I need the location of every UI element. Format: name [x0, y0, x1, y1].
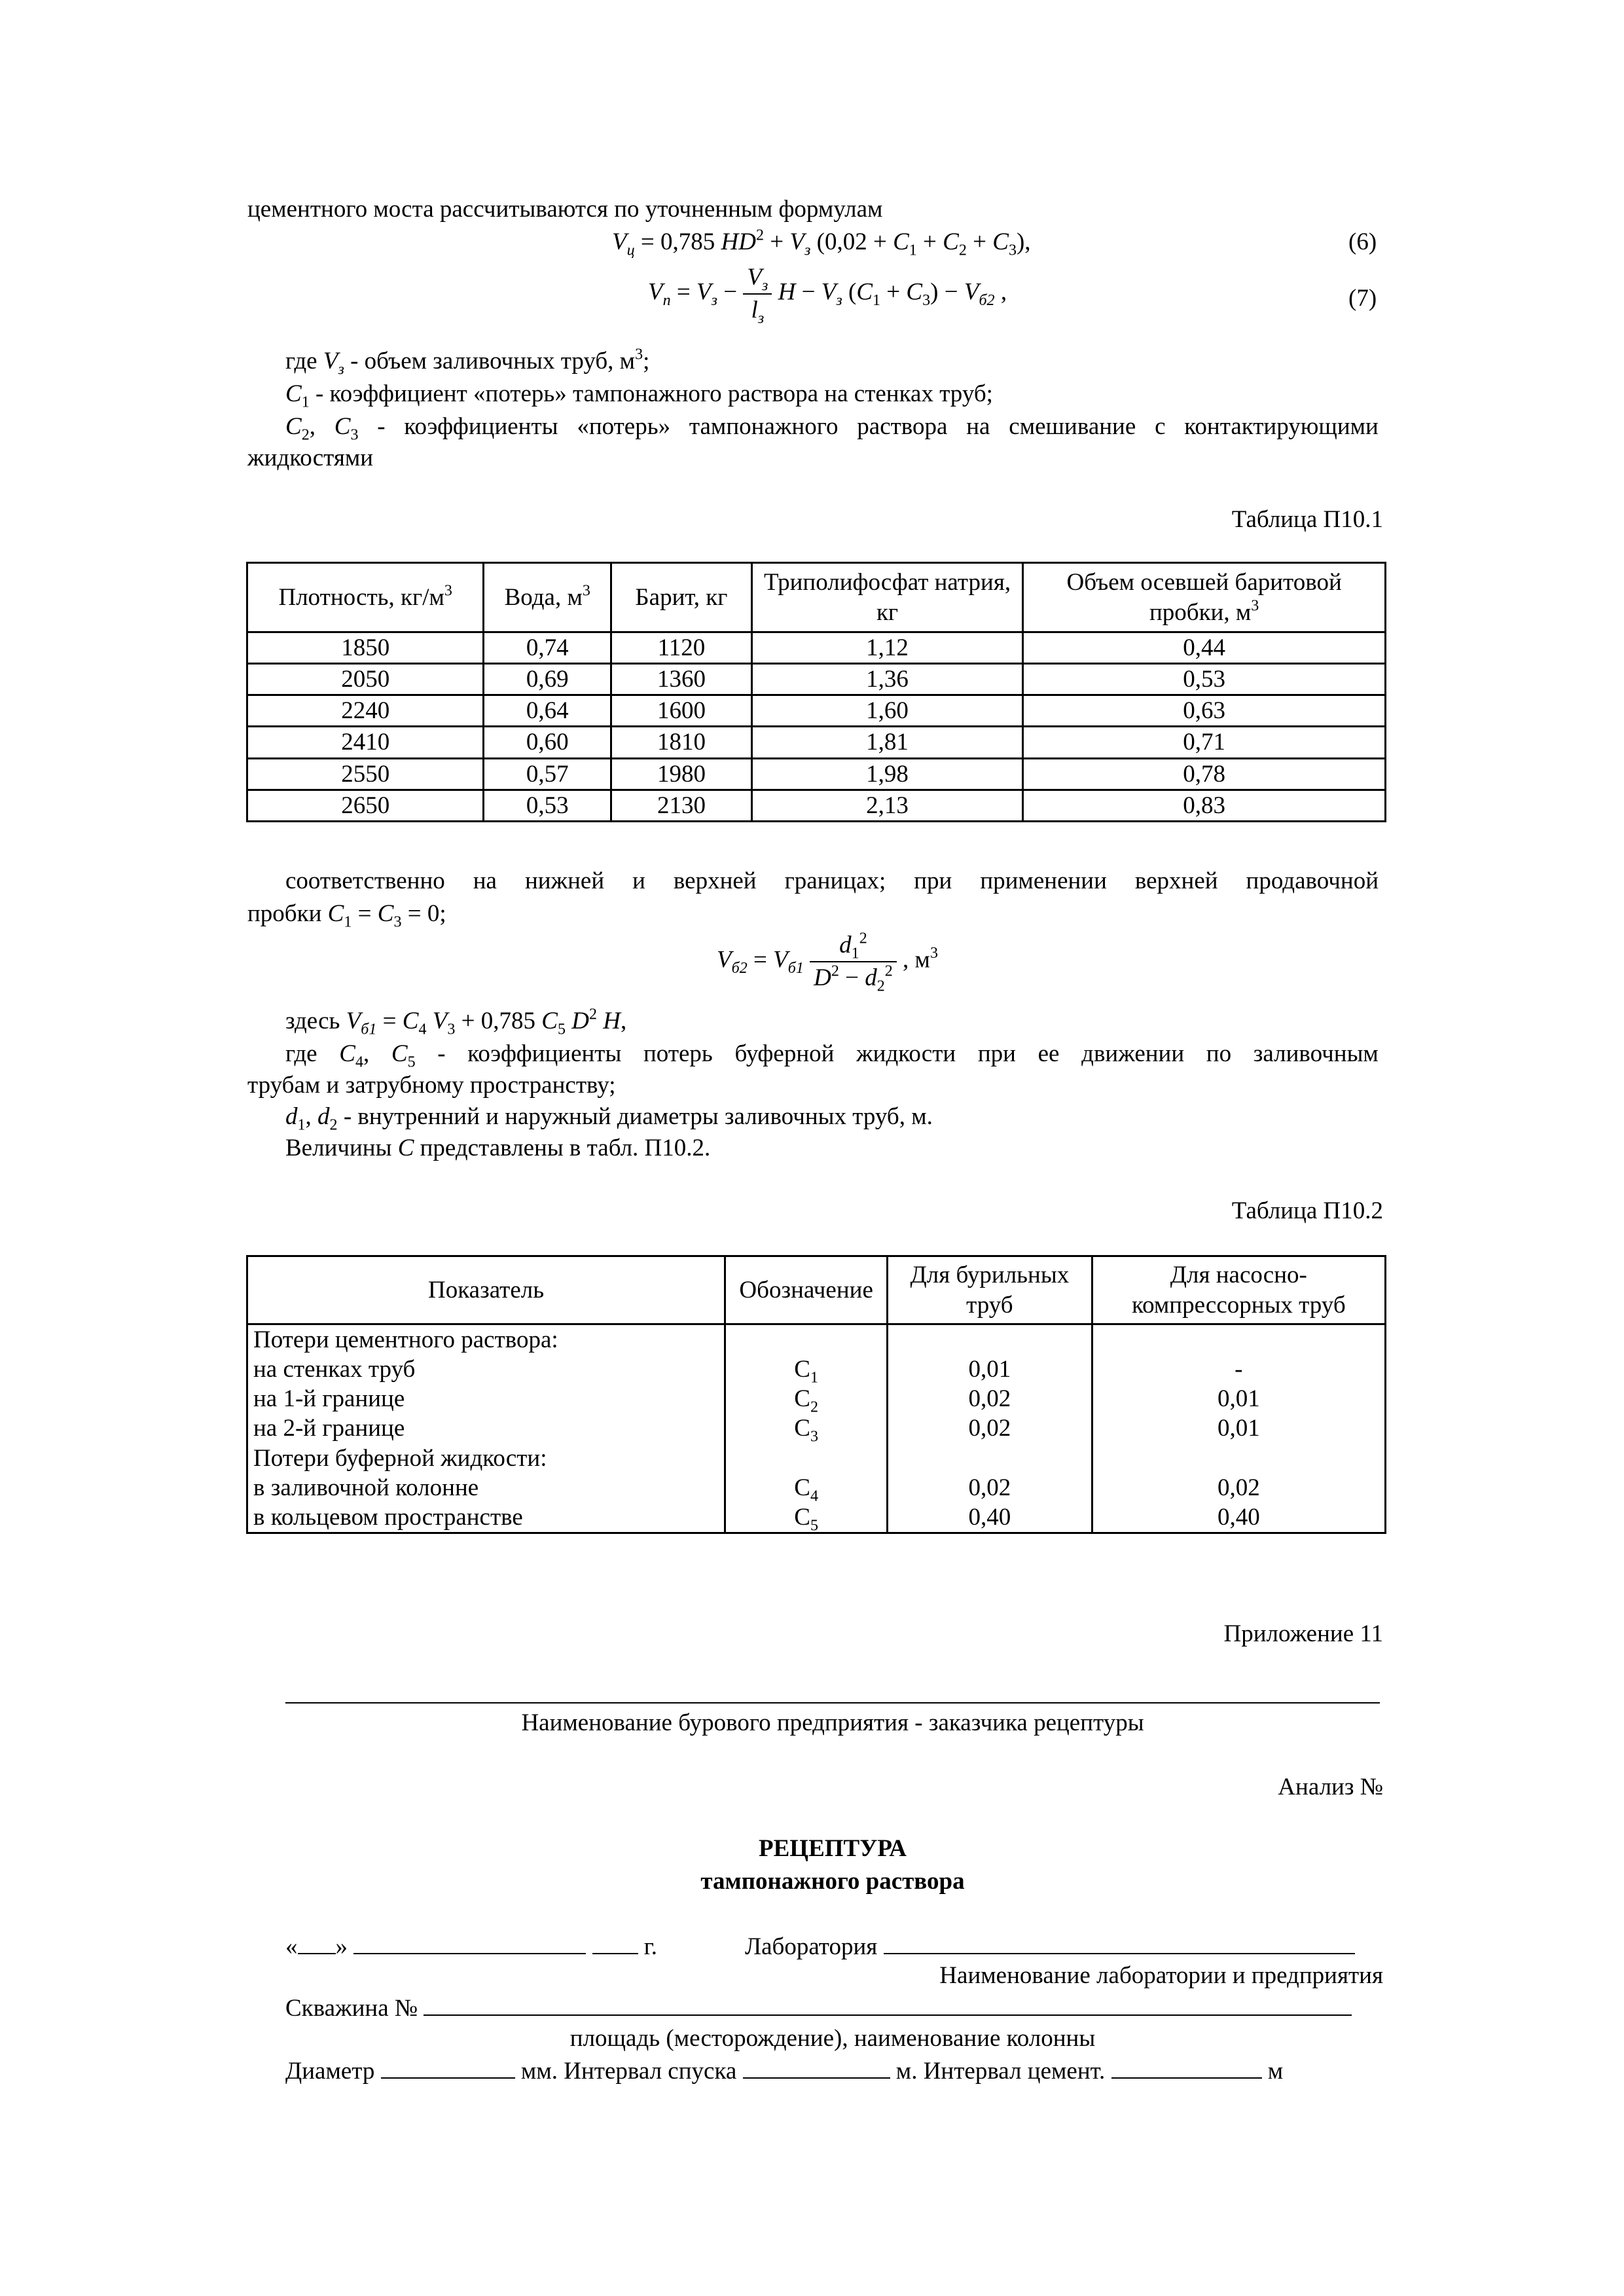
table1-header-plug-volume: Объем осевшей баритовой пробки, $м^3$	[1023, 563, 1386, 632]
cement-interval-field[interactable]	[1111, 2058, 1262, 2079]
table-row	[247, 1355, 1386, 1384]
cell: 1,36	[751, 664, 1023, 695]
cell: 2550	[247, 758, 484, 790]
table-row	[247, 1413, 1386, 1443]
definition-vz: где $V_з$ - объем заливочных труб, $м^3$;	[285, 346, 650, 378]
formula-6: $V_ц = 0,785$ $HD^2 + V_з$ $(0,02 + C_1 + C_2 + C_3)$,	[612, 227, 1031, 259]
table2-header-indicator: Показатель	[247, 1256, 725, 1324]
cell: 0,64	[484, 695, 611, 727]
cell: на 1-й границе	[247, 1384, 725, 1413]
cement-interval-label: м. Интервал цемент.	[895, 2058, 1106, 2085]
cell: на стенках труб	[247, 1355, 725, 1384]
lab-caption: Наименование лаборатории и предприятия	[939, 1962, 1383, 1989]
cell	[888, 1444, 1092, 1473]
diameter-label: Диаметр	[285, 2058, 375, 2085]
cell: 2050	[247, 664, 484, 695]
cell: 1810	[611, 727, 752, 758]
table2-header-designation: Обозначение	[725, 1256, 888, 1324]
month-field[interactable]	[353, 1933, 586, 1954]
para3-diameters: $d_1$, $d_2$ - внутренний и наружный диаметры заливочных труб, м.	[285, 1103, 933, 1134]
cell: 0,44	[1023, 632, 1386, 664]
company-caption: Наименование бурового предприятия - заказчика рецептуры	[521, 1709, 1144, 1736]
table1-caption: Таблица П10.1	[1231, 506, 1383, 533]
well-caption: площадь (месторождение), наименование колонны	[569, 2025, 1096, 2052]
table2-header-drill-pipes: Для бурильных труб	[888, 1256, 1092, 1324]
definition-liquids: жидкостями	[247, 445, 374, 471]
para3-here: здесь $V_{б1} = C_4$ $V_3 + 0,785$ $C_5$ $D^2$ H,	[285, 1006, 627, 1038]
formula-8: $V_{б2} = V_{б1}$ $\frac{d_1^2}{D^2 - d_2^2}$ , $м^3$	[717, 930, 938, 995]
cell: $C_2$	[725, 1384, 888, 1413]
table-row	[247, 1503, 1386, 1533]
table-row	[247, 1473, 1386, 1503]
well-row	[285, 1993, 1352, 2024]
cell: $C_4$	[725, 1473, 888, 1503]
cell: 0,40	[1092, 1503, 1385, 1533]
date-quote-close: »	[335, 1933, 348, 1960]
cell: Потери буферной жидкости:	[247, 1444, 725, 1473]
document-subtitle: тампонажного раствора	[700, 1868, 965, 1895]
definition-c2-c3: $C_2$, $C_3$ - коэффициенты «потерь» тампонажного раствора на смешивание с контактирующими	[285, 413, 1379, 444]
cell: 0,78	[1023, 758, 1386, 790]
table-row	[247, 695, 1386, 727]
table1-header-density: Плотность, $кг/м^3$	[247, 563, 484, 632]
cell: Потери цементного раствора:	[247, 1324, 725, 1355]
cell: 0,74	[484, 632, 611, 664]
cell: 1600	[611, 695, 752, 727]
lab-row	[745, 1931, 1355, 1963]
table-row	[247, 1384, 1386, 1413]
cell	[1092, 1444, 1385, 1473]
table1-header-tripolyphosphate: Триполифосфат натрия, кг	[751, 563, 1023, 632]
table-p10-1	[246, 562, 1386, 822]
descent-interval-label: мм. Интервал спуска	[520, 2058, 737, 2085]
cell	[1092, 1324, 1385, 1355]
cell: 0,01	[888, 1355, 1092, 1384]
cell: 0,53	[484, 790, 611, 821]
cell: 0,69	[484, 664, 611, 695]
para2-line2: пробки $C_1 = C_3 = 0$;	[247, 900, 446, 931]
cell: 1120	[611, 632, 752, 664]
cell: 1,98	[751, 758, 1023, 790]
cell: 0,40	[888, 1503, 1092, 1533]
table2-header-tubing: Для насосно-компрессорных труб	[1092, 1256, 1385, 1324]
table-row	[247, 727, 1386, 758]
cell: $C_3$	[725, 1413, 888, 1443]
date-quote-open: «	[285, 1933, 298, 1960]
formula-6-number: (6)	[1348, 228, 1377, 255]
diameter-row	[285, 2056, 1283, 2087]
formula-7-number: (7)	[1348, 285, 1377, 312]
analysis-label: Анализ №	[1278, 1774, 1383, 1800]
table-p10-2	[246, 1255, 1386, 1534]
cell: 2650	[247, 790, 484, 821]
cell: 1,81	[751, 727, 1023, 758]
cell: 0,53	[1023, 664, 1386, 695]
appendix-label: Приложение 11	[1223, 1620, 1383, 1647]
cell: 1980	[611, 758, 752, 790]
document-title: РЕЦЕПТУРА	[759, 1835, 907, 1862]
company-underline	[285, 1702, 1380, 1704]
cell: 0,01	[1092, 1384, 1385, 1413]
table1-header-barite: Барит, кг	[611, 563, 752, 632]
cell	[888, 1324, 1092, 1355]
year-field[interactable]	[592, 1933, 638, 1954]
cell: 2410	[247, 727, 484, 758]
cell: $C_1$	[725, 1355, 888, 1384]
cell: 1360	[611, 664, 752, 695]
table-row	[247, 1444, 1386, 1473]
cell: 0,60	[484, 727, 611, 758]
table-row	[247, 758, 1386, 790]
cell: 0,01	[1092, 1413, 1385, 1443]
table-row	[247, 664, 1386, 695]
cell	[725, 1444, 888, 1473]
cell: 0,02	[888, 1473, 1092, 1503]
cell: -	[1092, 1355, 1385, 1384]
cell: 1,12	[751, 632, 1023, 664]
cell: в заливочной колонне	[247, 1473, 725, 1503]
cell: 1850	[247, 632, 484, 664]
intro-line: цементного моста рассчитываются по уточненным формулам	[247, 196, 883, 223]
definition-c1: $C_1$ - коэффициент «потерь» тампонажного раствора на стенках труб;	[285, 380, 993, 411]
year-label: г.	[643, 1933, 658, 1960]
cell: 2,13	[751, 790, 1023, 821]
cell: на 2-й границе	[247, 1413, 725, 1443]
formula-7: $V_п = V_з$ − $\frac{V_з}{l_з}$ $H - V_з$ $(C_1 + C_3) - V_{б2}$ ,	[648, 262, 1007, 340]
table-row	[247, 790, 1386, 821]
meter-unit: м	[1267, 2058, 1284, 2085]
cell: в кольцевом пространстве	[247, 1503, 725, 1533]
para3-where-line1: где $C_4$, $C_5$ - коэффициенты потерь буферной жидкости при ее движении по заливочным	[285, 1040, 1379, 1071]
table-row	[247, 1324, 1386, 1355]
cell: 0,83	[1023, 790, 1386, 821]
lab-label: Лаборатория	[745, 1933, 878, 1960]
well-field[interactable]	[424, 1995, 1352, 2016]
descent-interval-field[interactable]	[743, 2058, 890, 2079]
cell	[725, 1324, 888, 1355]
form-date-row	[285, 1931, 657, 1963]
table-row	[247, 632, 1386, 664]
well-label: Скважина №	[285, 1995, 418, 2022]
para3-where-line2: трубам и затрубному пространству;	[247, 1072, 616, 1099]
cell: 0,02	[1092, 1473, 1385, 1503]
cell: 0,63	[1023, 695, 1386, 727]
cell: 0,02	[888, 1384, 1092, 1413]
lab-field[interactable]	[884, 1933, 1355, 1954]
para2-line1: соответственно на нижней и верхней границах; при применении верхней продавочной	[285, 867, 1379, 894]
table1-header-water: Вода, $м^3$	[484, 563, 611, 632]
diameter-field[interactable]	[381, 2058, 515, 2079]
table2-caption: Таблица П10.2	[1231, 1197, 1383, 1224]
cell: 0,71	[1023, 727, 1386, 758]
cell: 1,60	[751, 695, 1023, 727]
cell: $C_5$	[725, 1503, 888, 1533]
cell: 2240	[247, 695, 484, 727]
cell: 0,57	[484, 758, 611, 790]
para3-values: Величины C представлены в табл. П10.2.	[285, 1135, 711, 1161]
cell: 2130	[611, 790, 752, 821]
day-field[interactable]	[298, 1933, 336, 1954]
cell: 0,02	[888, 1413, 1092, 1443]
